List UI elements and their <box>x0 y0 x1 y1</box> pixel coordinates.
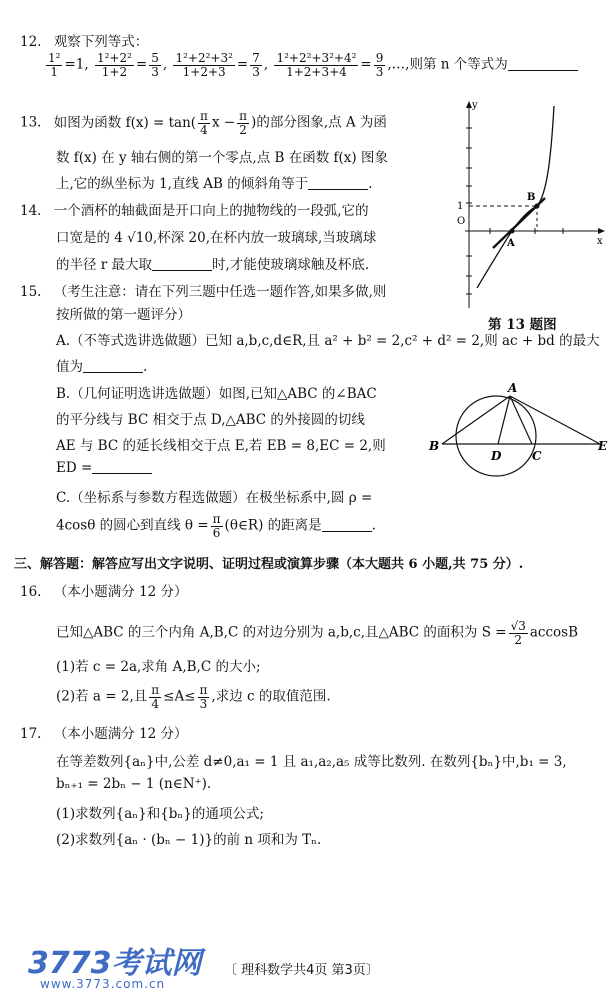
figure-13-caption: 第 13 题图 <box>488 317 557 333</box>
answer-blank <box>308 177 368 190</box>
question-15b-line-3: AE 与 BC 的延长线相交于点 E,若 EB = 8,EC = 2,则 <box>56 438 386 454</box>
question-16-header: 16. （本小题满分 12 分） <box>20 584 188 600</box>
tick-label-one: 1 <box>457 201 464 212</box>
figure-13-tangent-graph <box>455 98 605 313</box>
question-number: 17. <box>20 726 42 742</box>
circumcircle <box>456 396 536 476</box>
question-15b-line-1: B.（几何证明选讲选做题）如图,已知△ABC 的∠BAC <box>56 386 377 402</box>
question-number: 12. <box>20 34 42 50</box>
answer-blank <box>322 519 372 532</box>
y-axis-label: y <box>472 100 478 111</box>
point-a-marker <box>510 229 515 234</box>
question-17-line-2: bₙ₊₁ = 2bₙ − 1 (n∈N⁺). <box>56 776 212 792</box>
question-14-line-1: 14. 一个酒杯的轴截面是开口向上的抛物线的一段弧,它的 <box>20 203 369 219</box>
label-a: A <box>508 381 518 395</box>
section-3-heading: 三、解答题：解答应写出文字说明、证明过程或演算步骤（本大题共 6 小题,共 75 分）. <box>14 557 524 572</box>
answer-blank <box>83 360 143 373</box>
fraction: $\frac{\text{1²+2²}}{1+2}$ <box>96 51 132 79</box>
question-17-part-2: (2)求数列{aₙ · (bₙ − 1)}的前 n 项和为 Tₙ. <box>56 832 322 848</box>
watermark-url: www.3773.com.cn <box>40 977 166 991</box>
fraction: $\frac{\text{1²+2²+3²+4²}}{1+2+3+4}$ <box>276 51 357 79</box>
question-number: 13. <box>20 114 42 131</box>
question-13-line-2: 数 f(x) 在 y 轴右侧的第一个零点,点 B 在函数 f(x) 图象 <box>56 150 388 166</box>
question-16-stem: 已知△ABC 的三个内角 A,B,C 的对边分别为 a,b,c,且△ABC 的面积为 S = $\frac{√3}{2}$ accosB <box>56 619 579 647</box>
x-axis-label: x <box>597 236 603 247</box>
question-text: 观察下列等式： <box>53 34 149 50</box>
point-b-marker <box>535 204 540 209</box>
question-number: 14. <box>20 203 42 219</box>
answer-blank <box>152 258 212 271</box>
question-15a-line-2: 值为 . <box>56 359 148 375</box>
fraction: $\frac{\pi}{3}$ <box>199 683 208 711</box>
label-c: C <box>532 449 542 463</box>
fraction: $\frac{\pi}{6}$ <box>212 512 221 540</box>
question-17-header: 17. （本小题满分 12 分） <box>20 726 188 742</box>
label-e: E <box>598 439 608 453</box>
answer-blank <box>508 58 578 71</box>
question-15c-line-1: C.（坐标系与参数方程选做题）在极坐标系中,圆 ρ = <box>56 490 373 506</box>
x-axis-arrow <box>598 228 605 234</box>
fraction: $\frac{\pi}{2}$ <box>239 109 248 137</box>
fraction: $\frac{√3}{2}$ <box>510 619 526 647</box>
answer-blank <box>92 461 152 474</box>
question-15a-line-1: A.（不等式选讲选做题）已知 a,b,c,d∈R,且 a² + b² = 2,c² + d² = 2,则 ac + bd 的最大 <box>56 333 600 349</box>
point-b-label: B <box>527 192 536 203</box>
label-b: B <box>429 439 440 453</box>
watermark-logo: 3773考试网 <box>28 946 202 981</box>
question-15-note-2: 按所做的第一题评分） <box>56 307 191 323</box>
label-d: D <box>491 449 502 463</box>
question-15c-line-2: 4cosθ 的圆心到直线 θ = $\frac{\pi}{6}$ (θ∈R) 的距离是 . <box>56 512 376 540</box>
question-number: 16. <box>20 584 42 600</box>
question-13-line-1: 13. 如图为函数 f(x) = tan( $\frac{\pi}{4}$ x − $\frac{\pi}{2}$ )的部分图象,点 A 为函 <box>20 109 387 137</box>
page-footer: 〔 理科数学共4页 第3页〕 <box>224 963 379 978</box>
origin-label: O <box>457 216 466 227</box>
fraction: $\frac{\text{1²+2²+3²}}{1+2+3}$ <box>175 51 233 79</box>
tangent-curve <box>477 106 554 288</box>
question-15-note-1: 15. （考生注意：请在下列三题中任选一题作答,如果多做,则 <box>20 284 387 300</box>
point-a-label: A <box>507 238 515 249</box>
line-ac <box>510 396 532 444</box>
fraction: $\frac{9}{3}$ <box>375 51 384 79</box>
fraction: $\frac{7}{3}$ <box>252 51 260 79</box>
question-13-line-3: 上,它的纵坐标为 1,直线 AB 的倾斜角等于 . <box>56 176 373 192</box>
question-15b-line-2: 的平分线与 BC 相交于点 D,△ABC 的外接圆的切线 <box>56 412 365 428</box>
tangent-line-ae <box>510 396 600 444</box>
question-15b-line-4: ED = <box>56 460 152 476</box>
question-number: 15. <box>20 284 42 300</box>
question-16-part-1: (1)若 c = 2a,求角 A,B,C 的大小; <box>56 659 261 675</box>
fraction: $\frac{\pi}{4}$ <box>151 683 160 711</box>
question-16-part-2: (2)若 a = 2,且 $\frac{\pi}{4}$ ≤A≤ $\frac{\pi}{3}$ ,求边 c 的取值范围. <box>56 683 331 711</box>
question-12-header <box>20 30 148 50</box>
fraction: $\frac{5}{3}$ <box>151 51 159 79</box>
question-14-line-3: 的半径 r 最大取 时,才能使玻璃球触及杯底. <box>56 257 370 273</box>
figure-15-circle-geometry <box>428 372 609 482</box>
question-17-line-1: 在等差数列{aₙ}中,公差 d≠0,a₁ = 1 且 a₁,a₂,a₅ 成等比数列. 在数列{bₙ}中,b₁ = 3, <box>56 754 567 770</box>
fraction: $\frac{\text{1²}}{1}$ <box>48 51 61 79</box>
question-17-part-1: (1)求数列{aₙ}和{bₙ}的通项公式; <box>56 806 264 822</box>
question-14-line-2: 口宽是的 4 √10,杯深 20,在杯内放一玻璃球,当玻璃球 <box>56 230 377 246</box>
question-12-equations: $\frac{\text{1²}}{1}$ =1, $\frac{\text{1²+2²}}{1+2}$ = $\frac{5}{3}$ , $\frac{\text{1²+2²+3²}}{1+2+3}$ = $\frac{7}{3}$ , $\frac{\text{1²+2²+3²+4²}}{1+2+3+4}$ = $\frac{9}{3}$ ,…,则第 n 个等式为 <box>44 52 578 78</box>
fraction: $\frac{\pi}{4}$ <box>200 109 208 137</box>
